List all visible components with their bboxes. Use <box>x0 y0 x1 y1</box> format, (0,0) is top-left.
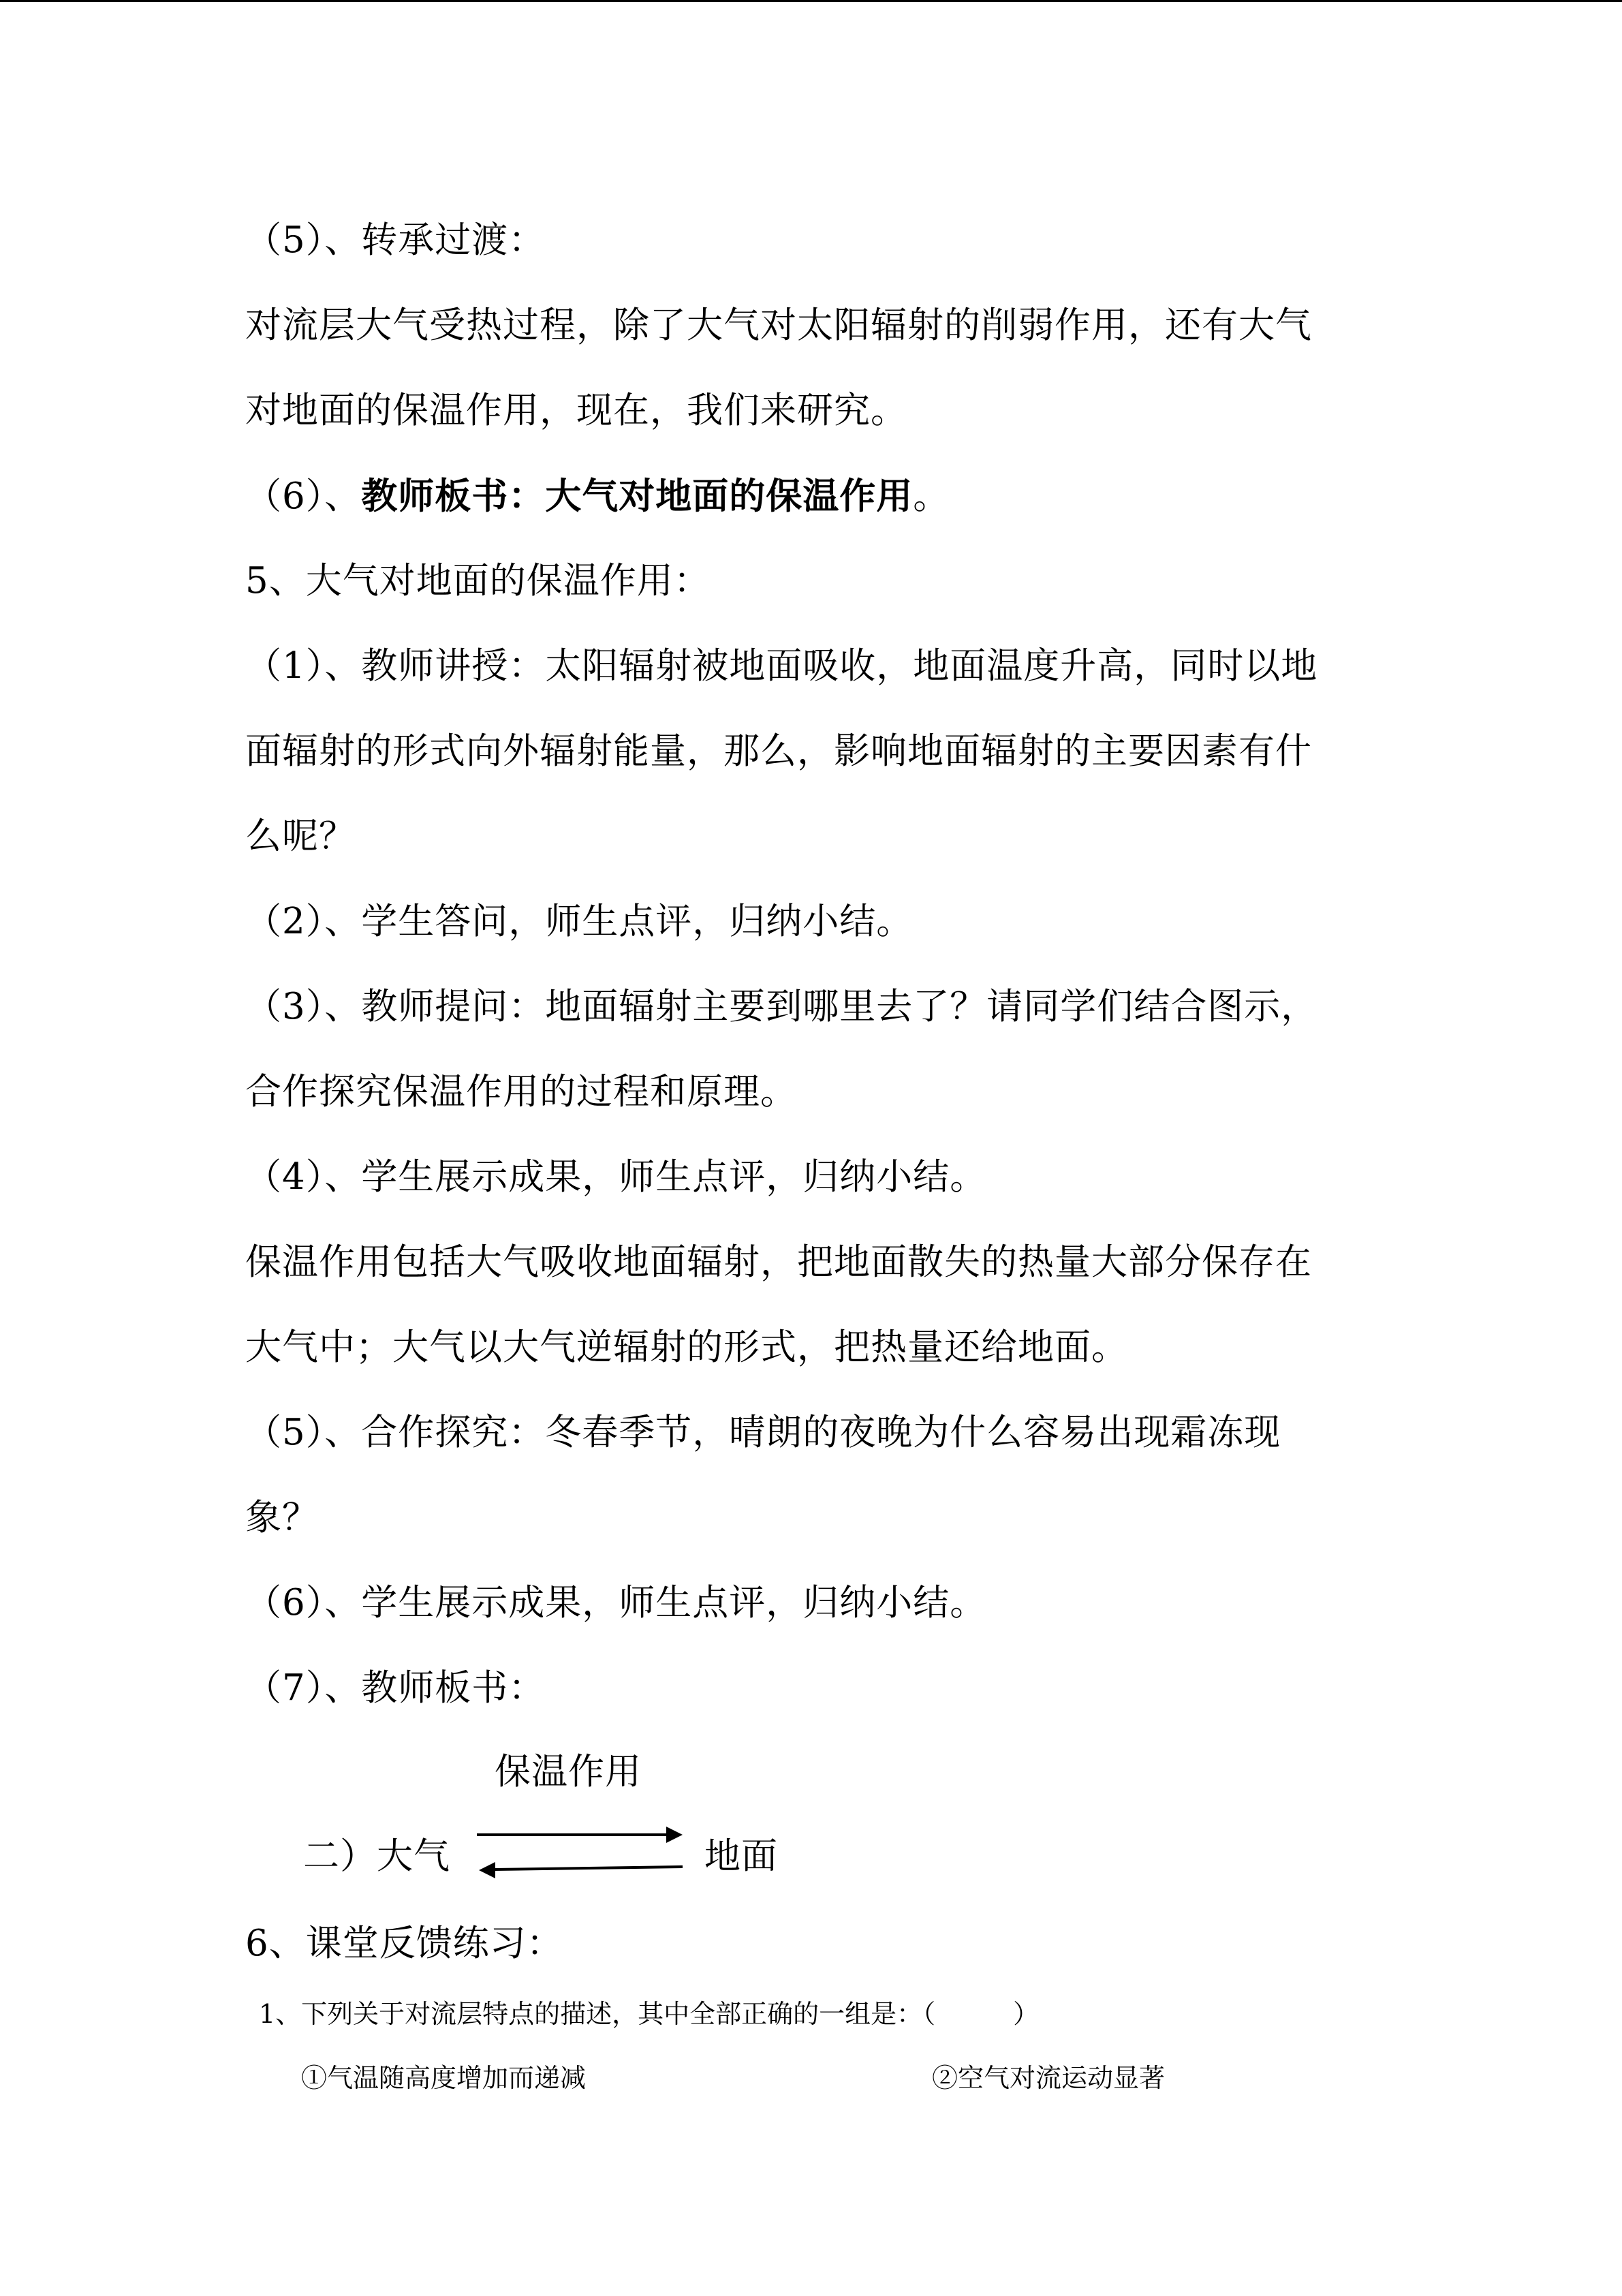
board-heading-prefix: （6）、 <box>245 476 362 517</box>
board-heading-suffix: 。 <box>913 476 950 517</box>
arrow-left-icon <box>479 1862 683 1878</box>
diagram-ground-label: 地面 <box>704 1835 778 1877</box>
paragraph-student-results: （4）、学生展示成果，师生点评，归纳小结。 <box>245 1156 987 1198</box>
paragraph-transition-heading: （5）、转承过渡： <box>245 219 546 261</box>
paragraph-lecture-3: 么呢？ <box>245 816 356 857</box>
paragraph-lecture-2: 面辐射的形式向外辐射能量，那么，影响地面辐射的主要因素有什 <box>245 730 1312 772</box>
exercise-option-2: ②空气对流运动显著 <box>932 2063 1166 2093</box>
diagram-title: 保温作用 <box>495 1751 642 1793</box>
paragraph-transition-text-1: 对流层大气受热过程，除了大气对太阳辐射的削弱作用，还有大气 <box>245 305 1312 346</box>
paragraph-teacher-question-2: 合作探究保温作用的过程和原理。 <box>245 1071 797 1113</box>
paragraph-board-writing: （7）、教师板书： <box>245 1667 546 1709</box>
paragraph-student-answer: （2）、学生答问，师生点评，归纳小结。 <box>245 901 914 942</box>
paragraph-lecture-1: （1）、教师讲授：太阳辐射被地面吸收，地面温度升高，同时以地 <box>245 645 1318 687</box>
paragraph-summary-1: 保温作用包括大气吸收地面辐射，把地面散失的热量大部分保存在 <box>245 1241 1312 1283</box>
paragraph-student-results-2: （6）、学生展示成果，师生点评，归纳小结。 <box>245 1582 987 1624</box>
paragraph-teacher-question-1: （3）、教师提问：地面辐射主要到哪里去了？请同学们结合图示， <box>245 986 1318 1027</box>
paragraph-inquiry-1: （5）、合作探究：冬春季节，晴朗的夜晚为什么容易出现霜冻现 <box>245 1412 1281 1453</box>
paragraph-transition-text-2: 对地面的保温作用，现在，我们来研究。 <box>245 390 907 431</box>
section-5-heading: 5、大气对地面的保温作用： <box>245 560 711 602</box>
arrow-right-icon <box>477 1827 683 1843</box>
diagram-atmosphere-label: 二）大气 <box>303 1835 450 1877</box>
paragraph-board-heading <box>245 474 950 518</box>
section-6-heading: 6、课堂反馈练习： <box>245 1923 563 1964</box>
exercise-option-1: ①气温随高度增加而递减 <box>301 2063 587 2093</box>
exercise-question: 1、下列关于对流层特点的描述，其中全部正确的一组是：（ ） <box>259 1999 1040 2029</box>
paragraph-inquiry-2: 象？ <box>245 1497 319 1538</box>
paragraph-summary-2: 大气中；大气以大气逆辐射的形式，把热量还给地面。 <box>245 1327 1128 1368</box>
board-heading-bold: 教师板书：大气对地面的保温作用 <box>361 475 914 517</box>
